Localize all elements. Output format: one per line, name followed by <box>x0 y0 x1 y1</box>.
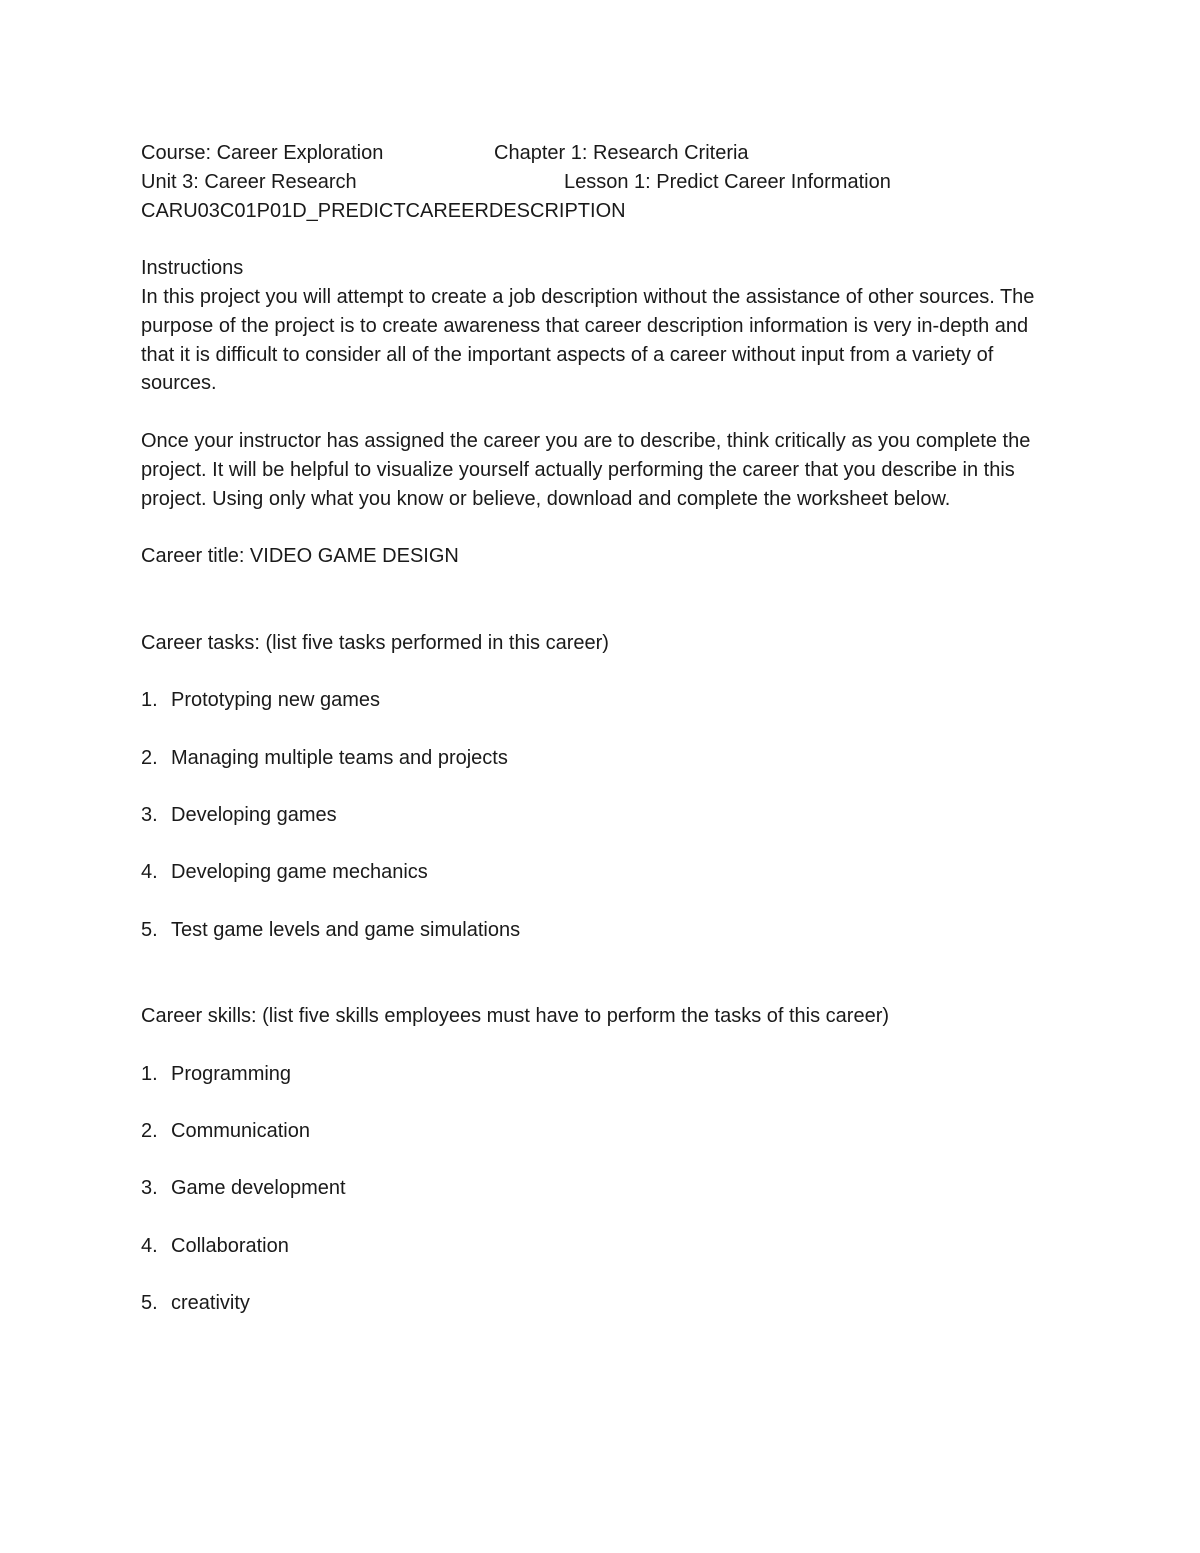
spacer <box>141 1031 1061 1060</box>
chapter-label: Chapter 1: Research Criteria <box>494 142 749 164</box>
list-number: 4. <box>141 1234 158 1257</box>
skills-list <box>141 1060 1061 1318</box>
skills-heading: Career skills: (list five skills employees must have to perform the tasks of this career) <box>141 1005 890 1028</box>
spacer <box>141 398 1061 427</box>
tasks-heading: Career tasks: (list five tasks performed in this career) <box>141 631 609 654</box>
spacer <box>141 657 1061 686</box>
list-item-text: Developing game mechanics <box>171 861 428 884</box>
spacer <box>141 513 1061 542</box>
header-row-2 <box>141 168 1061 197</box>
list-number: 2. <box>141 746 158 769</box>
list-item <box>141 1117 1061 1146</box>
list-item <box>141 1289 1061 1318</box>
list-item-text: Collaboration <box>171 1234 289 1257</box>
list-number: 5. <box>141 1292 158 1315</box>
list-number: 3. <box>141 1177 158 1200</box>
list-item-text: Prototyping new games <box>171 689 381 712</box>
list-number: 1. <box>141 1062 158 1085</box>
document-code: CARU03C01P01D_PREDICTCAREERDESCRIPTION <box>141 199 626 222</box>
list-item <box>141 1232 1061 1261</box>
instructions-paragraph-2: Once your instructor has assigned the career you are to describe, think critically as you complete the project. It will be helpful to visualize yourself actually performing the career that you describe in this project. Using only what you know or believe, download and complete the worksheet below. <box>141 429 1031 510</box>
header-row-1 <box>141 139 1061 168</box>
course-label: Course: Career Exploration <box>141 142 384 164</box>
lesson-label: Lesson 1: Predict Career Information <box>564 170 891 193</box>
list-item <box>141 1174 1061 1203</box>
spacer <box>141 225 1061 254</box>
unit-label: Unit 3: Career Research <box>141 170 357 193</box>
document-page <box>141 139 1061 1318</box>
list-item-text: Programming <box>171 1062 292 1085</box>
tasks-list <box>141 686 1061 944</box>
list-item <box>141 744 1061 773</box>
list-item-text: Test game levels and game simulations <box>171 918 521 941</box>
list-item-text: creativity <box>171 1292 250 1315</box>
list-number: 3. <box>141 803 158 826</box>
instructions-heading: Instructions <box>141 257 244 280</box>
career-title: Career title: VIDEO GAME DESIGN <box>141 545 459 568</box>
list-item-text: Developing games <box>171 803 337 826</box>
list-item <box>141 801 1061 830</box>
spacer <box>141 945 1061 1003</box>
list-item <box>141 916 1061 945</box>
list-item <box>141 686 1061 715</box>
list-item <box>141 1060 1061 1089</box>
list-number: 2. <box>141 1120 158 1143</box>
list-item-text: Communication <box>171 1120 310 1143</box>
list-item <box>141 858 1061 887</box>
list-number: 1. <box>141 689 158 712</box>
instructions-paragraph-1: In this project you will attempt to create a job description without the assistance of other sources. The purpose of the project is to create awareness that career description information is very in-depth and that it is difficult to consider all of the important aspects of a career without input from a variety of sources. <box>141 285 1035 395</box>
list-number: 5. <box>141 918 158 941</box>
list-item-text: Managing multiple teams and projects <box>171 746 508 769</box>
list-number: 4. <box>141 861 158 884</box>
list-item-text: Game development <box>171 1177 346 1200</box>
spacer <box>141 571 1061 629</box>
